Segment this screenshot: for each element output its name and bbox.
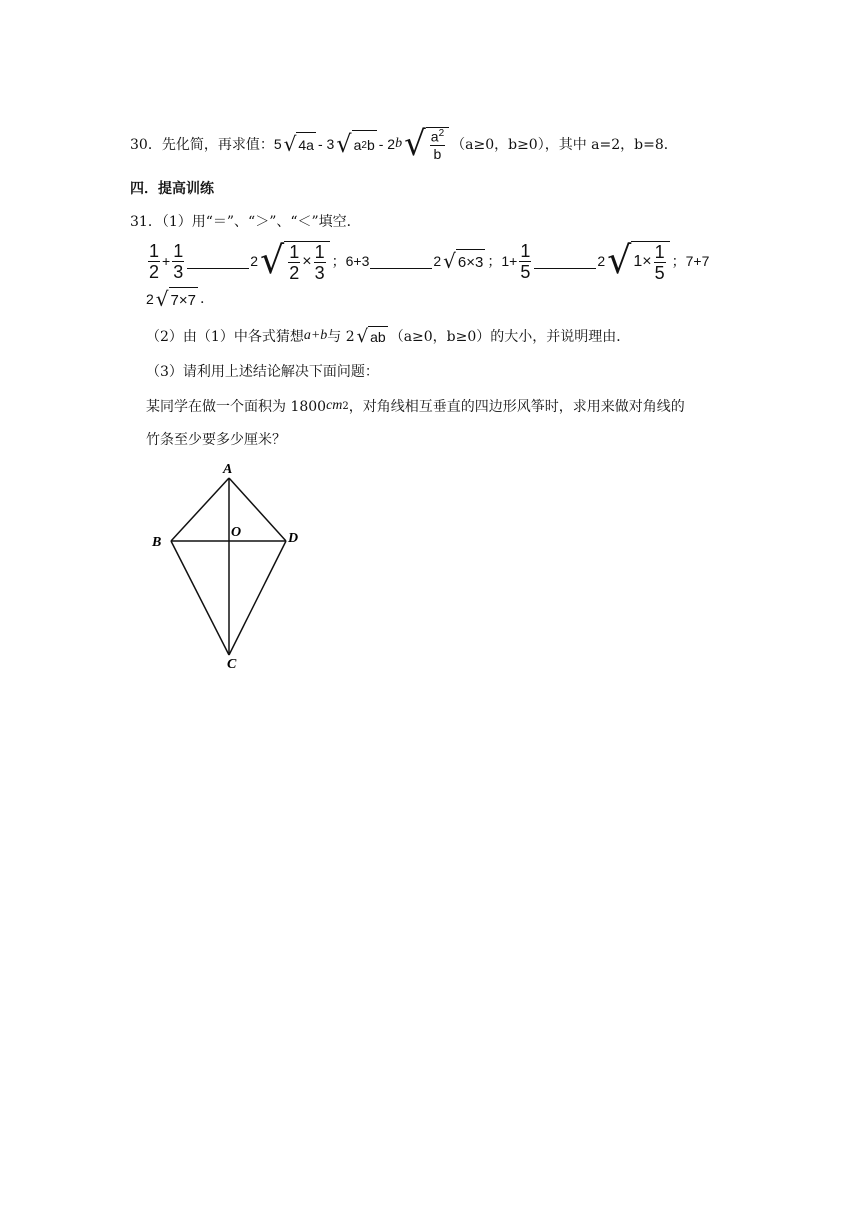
q31-expressions-line1 [146, 238, 709, 284]
question-30 [130, 124, 678, 164]
expr-1-plus: 1+ [501, 253, 518, 269]
part2-text-b: 与 2 [327, 329, 355, 345]
answer-blank-3[interactable] [534, 254, 596, 269]
q31-part1: 31．（1）用“＝”、“＞”、“＜”填空． [130, 214, 361, 230]
q30-frac-den: b [433, 145, 442, 162]
q31-problem-line2: 竹条至少要多少厘米？ [146, 432, 286, 448]
section-title: 四．提高训练 [130, 181, 214, 197]
q30-term1-coef: 5 [273, 136, 282, 152]
coef-2-b: 2 [433, 253, 442, 269]
q30-sqrt-4a-radicand: 4a [296, 132, 316, 156]
problem-text-b: ，对角线相互垂直的四边形风筝时，求用来做对角线的 [348, 399, 685, 415]
problem-unit: cm [326, 398, 343, 413]
q30-fraction [430, 129, 445, 161]
period: . [200, 291, 205, 307]
q30-sqrt-4a: √ 4a [283, 132, 314, 156]
label-b: B [152, 535, 162, 550]
q31-part3: （3）请利用上述结论解决下面问题： [146, 364, 379, 380]
problem-text-a: 某同学在做一个面积为 1800 [146, 399, 327, 415]
coef-2-d: 2 [146, 291, 154, 307]
q30-a2b-b: b [366, 137, 375, 153]
q30-sqrt-a2-over-b: √ $\frac{a^2}{b}$ [404, 127, 449, 161]
frac-1-2: $\frac{1}{2}$ [149, 240, 160, 282]
q30-condition: （a≥0，b≥0），其中 a=2，b=8． [451, 137, 678, 153]
part2-text-a: （2）由（1）中各式猜想 [146, 329, 304, 345]
side-bc [171, 541, 229, 655]
sqrt-ab: √ ab [356, 325, 386, 347]
problem-unit-exp: 2 [342, 400, 349, 412]
q30-minus-2: - 2 [378, 136, 396, 152]
q31-problem-line1 [146, 394, 685, 418]
sqrt-7-times-7: √ 7×7 [155, 287, 196, 311]
q30-a2b-exp: 2 [361, 139, 367, 151]
sqrt-1-times-fifth: √ 1× $\frac{1}{5}$ [607, 241, 669, 282]
sqrt-half-times-third: √ $\frac{1}{2}$ × $\frac{1}{3}$ [260, 241, 330, 282]
sqrt-6-times-3: √ 6×3 [443, 249, 484, 273]
q30-a2b-a: a [353, 137, 362, 153]
q31-expressions-line2 [146, 286, 204, 312]
answer-blank-1[interactable] [187, 254, 249, 269]
label-a: A [223, 462, 233, 477]
part2-text-c: （a≥0，b≥0）的大小，并说明理由． [389, 329, 631, 345]
side-dc [229, 541, 286, 655]
side-ab [171, 478, 229, 541]
semicolon-3: ； [671, 254, 686, 270]
q30-minus-3: - 3 [317, 136, 335, 152]
coef-2-a: 2 [250, 253, 259, 269]
kite-figure [140, 455, 320, 675]
q30-frac-num-exp: 2 [438, 128, 445, 140]
frac-1-5: $\frac{1}{5}$ [520, 240, 531, 282]
label-d: D [288, 531, 299, 546]
semicolon-2: ； [487, 254, 502, 270]
coef-2-c: 2 [597, 253, 606, 269]
q30-frac-num-a: a [430, 128, 439, 145]
label-c: C [227, 657, 237, 672]
q30-sqrt-a2b: √ a 2 b [336, 130, 375, 158]
q30-b: b [395, 136, 403, 151]
plus-sign: + [162, 253, 171, 269]
label-o: O [231, 525, 242, 540]
q31-part2 [146, 324, 630, 348]
semicolon-1: ； [331, 254, 346, 270]
answer-blank-2[interactable] [370, 254, 432, 269]
q30-prefix: 30．先化简，再求值： [130, 137, 274, 153]
expr-7-plus-7: 7+7 [685, 253, 710, 269]
frac-1-3: $\frac{1}{3}$ [173, 240, 184, 282]
expr-6-plus-3: 6+3 [345, 253, 370, 269]
part2-a-plus-b: a+b [303, 328, 328, 343]
